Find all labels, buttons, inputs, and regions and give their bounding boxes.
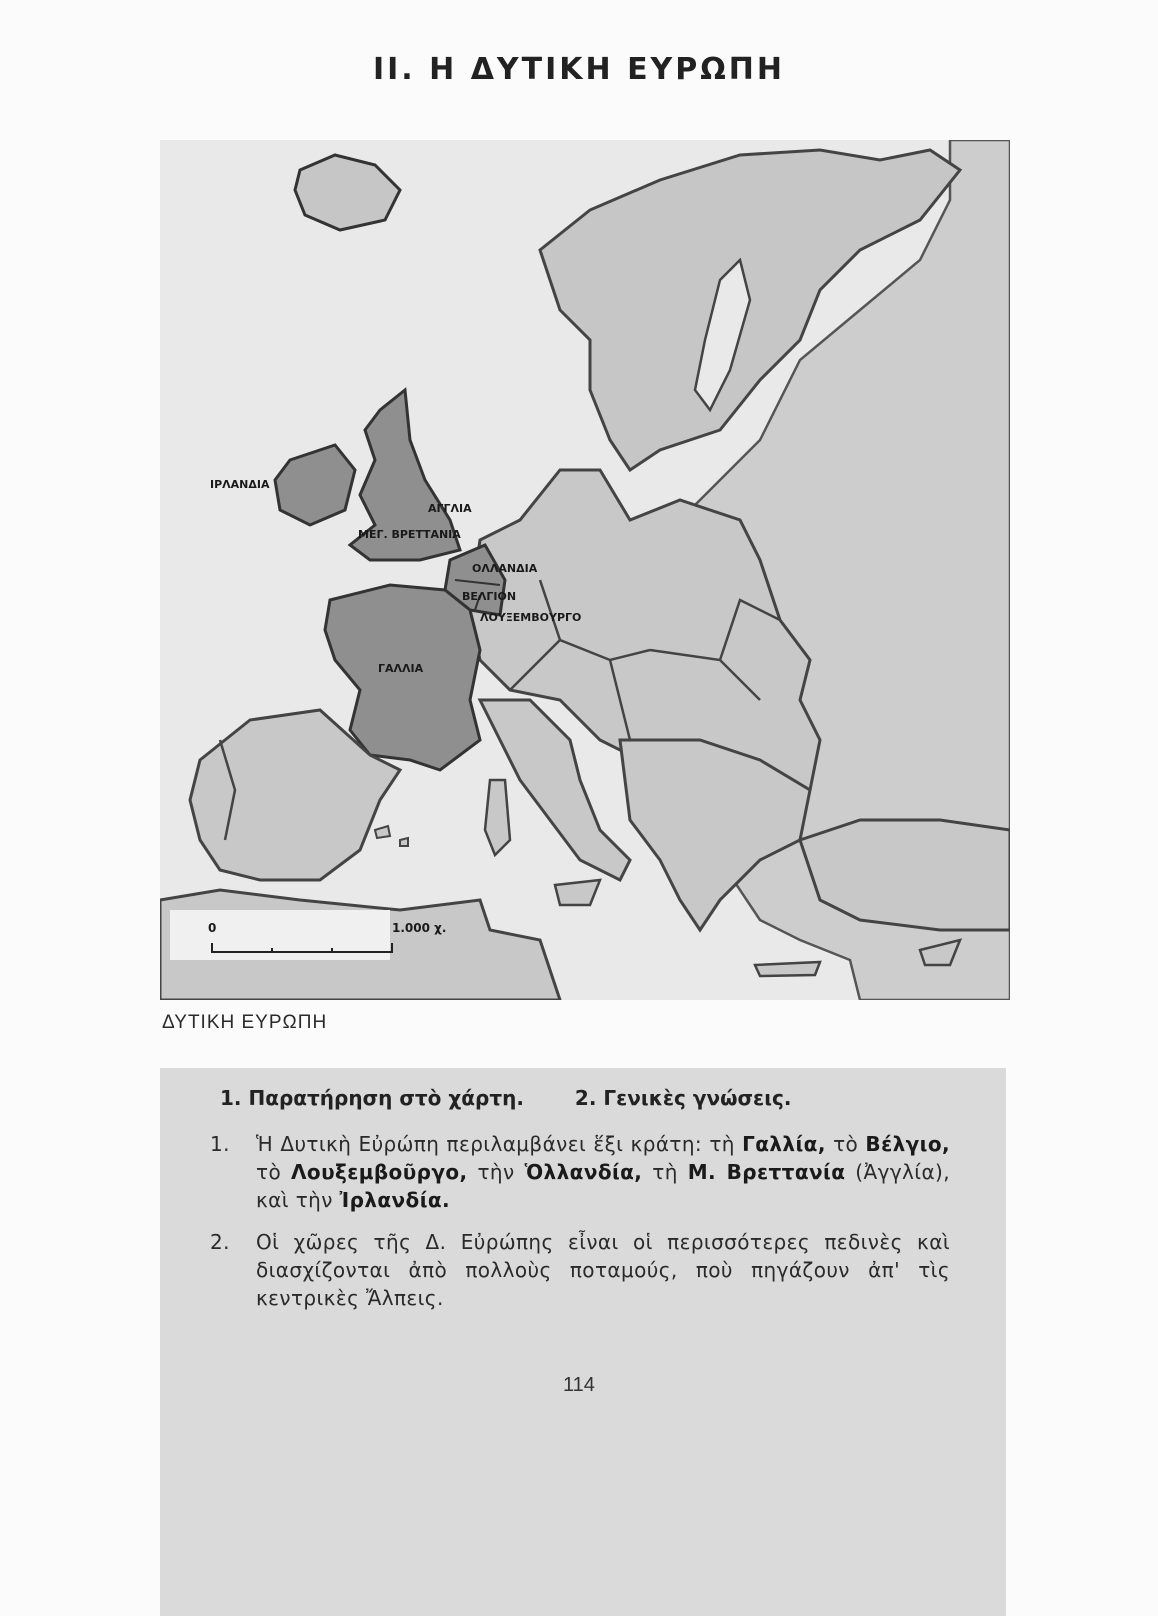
heading-observation: 1. Παρατήρηση στὸ χάρτη.	[220, 1086, 524, 1110]
item-1-luxembourg: Λουξεμβοῦργο,	[291, 1160, 468, 1184]
map-caption: ΔΥΤΙΚΗ ΕΥΡΩΠΗ	[162, 1012, 328, 1033]
item-1-france: Γαλλία,	[742, 1132, 826, 1156]
box-headings	[220, 1086, 791, 1110]
item-1-text-part: τὴν	[467, 1160, 525, 1184]
item-1-great-britain: Μ. Βρεττανία	[687, 1160, 846, 1184]
item-2-number: 2.	[210, 1230, 230, 1254]
label-luxembourg: ΛΟΥΞΕΜΒΟΥΡΓΟ	[480, 611, 582, 624]
item-1-text-part: τὸ	[825, 1132, 866, 1156]
item-1-text-part: τὸ	[256, 1160, 292, 1184]
scale-start-label: 0	[208, 921, 217, 935]
label-belgium: ΒΕΛΓΙΟΝ	[462, 590, 517, 603]
label-france: ΓΑΛΛΙΑ	[378, 662, 424, 675]
scale-end-label: 1.000 χ.	[392, 921, 447, 935]
page-title: II. Η ΔΥΤΙΚΗ ΕΥΡΩΠΗ	[372, 52, 785, 87]
item-1-text	[256, 1130, 950, 1214]
label-ireland: ΙΡΛΑΝΔΙΑ	[210, 478, 270, 491]
item-1	[210, 1130, 950, 1214]
page-number: 114	[563, 1374, 595, 1396]
item-1-belgium: Βέλγιο,	[865, 1132, 951, 1156]
western-europe-map	[160, 140, 1010, 1000]
item-1-text-part: (Ἀγγλία), καὶ τὴν	[256, 1160, 951, 1212]
item-1-ireland: Ἰρλανδία.	[339, 1188, 451, 1212]
heading-general-knowledge: 2. Γενικὲς γνώσεις.	[574, 1086, 792, 1110]
item-2-text: Οἱ χῶρες τῆς Δ. Εὐρώπης εἶναι οἱ περισσότερες πεδινὲς καὶ διασχίζονται ἀπὸ πολλοὺς ποταμούς, ποὺ πηγάζουν ἀπ' τὶς κεντρικὲς Ἄλπεις.	[256, 1230, 950, 1310]
label-england: ΑΓΓΛΙΑ	[428, 502, 472, 515]
crete	[755, 962, 820, 976]
label-great-britain: ΜΕΓ. ΒΡΕΤΤΑΝΙΑ	[358, 528, 461, 541]
item-1-netherlands: Ὁλλανδία,	[524, 1160, 643, 1184]
item-1-text-part: Ἡ Δυτικὴ Εὐρώπη περιλαμβάνει ἕξι κράτη: τὴ	[256, 1132, 743, 1156]
label-netherlands: ΟΛΛΑΝΔΙΑ	[472, 562, 538, 575]
item-1-number: 1.	[210, 1132, 230, 1156]
item-1-text-part: τὴ	[642, 1160, 688, 1184]
info-box	[160, 1068, 1006, 1616]
item-2	[210, 1228, 950, 1312]
